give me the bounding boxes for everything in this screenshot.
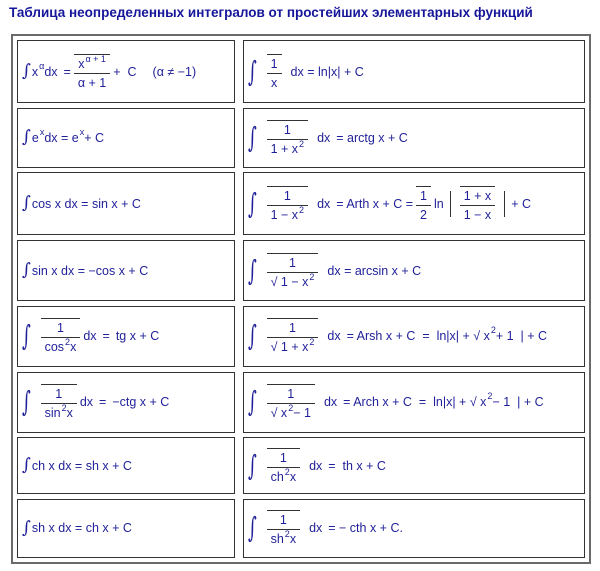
- fraction: [41, 318, 81, 354]
- integral-sign: ∫: [248, 448, 257, 482]
- formula-cth: [243, 499, 585, 558]
- fraction: [267, 384, 315, 420]
- inner-fraction: [460, 186, 495, 222]
- formula-th: [243, 437, 585, 494]
- numerator: $x^{\alpha + 1}$: [78, 53, 106, 71]
- integral-sign: ∫: [248, 120, 257, 154]
- fraction: [267, 54, 282, 90]
- result-prefix: = Arch x + C = ln|x| + √ x: [343, 395, 487, 410]
- integral-sign: ∫: [248, 186, 257, 220]
- integral-sign: ∫: [248, 253, 257, 287]
- numerator: 1: [279, 513, 287, 528]
- formula-arch: [243, 372, 585, 433]
- integral-sign: ∫: [248, 54, 257, 88]
- result: = th x + C: [328, 458, 386, 473]
- numerator: 1 + x: [463, 188, 492, 203]
- denominator: √ $1 + x^2$: [270, 337, 315, 355]
- integral-sign: ∫: [248, 511, 257, 545]
- denominator: $\sin^2x$: [44, 403, 73, 421]
- differential: dx: [309, 521, 323, 536]
- left-column: [17, 40, 235, 558]
- numerator: 1: [420, 188, 427, 203]
- integral-sign: ∫: [22, 193, 31, 214]
- numerator: 1: [283, 188, 291, 203]
- integral-sign: ∫: [22, 127, 31, 148]
- differential: dx: [309, 458, 323, 473]
- formula-ch: [17, 437, 235, 494]
- formula-cos2: [17, 306, 235, 367]
- differential: dx: [79, 395, 94, 410]
- denominator: α + 1: [77, 75, 107, 90]
- differential: dx: [317, 196, 331, 211]
- constant: + C: [511, 196, 531, 211]
- exponent: α: [39, 60, 45, 71]
- numerator: 1: [55, 387, 63, 402]
- result-prefix: = Arsh x + C = ln|x| + √ x: [346, 329, 490, 344]
- formula-sin: [17, 240, 235, 301]
- result: −ctg x + C: [112, 395, 170, 410]
- differential: dx: [44, 64, 58, 79]
- formula-arth: [243, 172, 585, 235]
- formula-arcsin: [243, 240, 585, 301]
- differential: dx: [323, 395, 338, 410]
- equals: =: [102, 329, 110, 344]
- base: e: [31, 130, 39, 145]
- denominator: $ch^2x$: [270, 466, 297, 484]
- exponent: x: [79, 126, 85, 137]
- denominator: $sh^2x$: [270, 529, 297, 547]
- differential: dx: [327, 329, 341, 344]
- integral-sign: ∫: [248, 385, 257, 419]
- numerator: 1: [56, 321, 64, 336]
- integral-sign: ∫: [22, 385, 31, 419]
- integral-sign: ∫: [248, 319, 257, 353]
- denominator: 1 − x: [463, 207, 492, 222]
- formula-power: [17, 40, 235, 103]
- equals: =: [99, 395, 107, 410]
- denominator: x: [270, 75, 278, 90]
- page-title: Таблица неопределенных интегралов от простейших элементарных функций: [9, 5, 533, 20]
- formula-sin2: [17, 372, 235, 433]
- denominator: $\cos^2x$: [44, 337, 77, 355]
- result: dx = arcsin x + C: [327, 263, 422, 278]
- exponent: 2: [490, 325, 496, 336]
- integral-sign: ∫: [22, 517, 31, 538]
- formula-text: sin x dx = −cos x + C: [31, 263, 149, 278]
- result: = − cth x + C.: [328, 521, 403, 536]
- integral-sign: ∫: [22, 455, 31, 476]
- formula-text: sh x dx = ch x + C: [31, 521, 132, 536]
- formula-text: ch x dx = sh x + C: [31, 458, 132, 473]
- exponent: x: [39, 126, 45, 137]
- result-prefix: = Arth x + C =: [336, 196, 414, 211]
- fraction: [41, 384, 77, 420]
- formula-arsh: [243, 306, 585, 367]
- integral-sign: ∫: [22, 319, 31, 353]
- equals: =: [63, 64, 71, 79]
- result: dx = ln|x| + C: [290, 64, 364, 79]
- numerator: 1: [289, 255, 296, 270]
- fraction: [74, 54, 110, 90]
- fraction: [267, 318, 319, 354]
- integral-table: [11, 34, 591, 564]
- numerator: 1: [279, 450, 287, 465]
- middle: dx = e: [44, 130, 79, 145]
- exponent: 2: [487, 391, 493, 402]
- formula-sh: [17, 499, 235, 558]
- differential: dx: [317, 130, 331, 145]
- denominator: 2: [420, 207, 427, 222]
- denominator: √ $1 - x^2$: [270, 271, 315, 289]
- formula-text: cos x dx = sin x + C: [31, 196, 141, 211]
- denominator: $1 - x^2$: [270, 204, 305, 222]
- constant: + C: [113, 64, 137, 79]
- result: tg x + C: [115, 329, 160, 344]
- integral-sign: ∫: [22, 260, 31, 281]
- denominator: √ $x^2- 1$: [270, 403, 311, 421]
- fraction: [267, 186, 308, 222]
- fraction: [267, 510, 300, 546]
- fraction: [267, 448, 300, 484]
- ln: ln: [434, 196, 444, 211]
- result-suffix: + 1 | + C: [495, 329, 548, 344]
- numerator: 1: [287, 387, 295, 402]
- fraction: [267, 120, 308, 156]
- formula-cos: [17, 172, 235, 235]
- formula-arctg: [243, 108, 585, 168]
- numerator: 1: [289, 321, 296, 336]
- result-suffix: − 1 | + C: [492, 395, 544, 410]
- numerator: 1: [283, 122, 291, 137]
- half-fraction: [416, 186, 431, 222]
- result: = arctg x + C: [336, 130, 408, 145]
- var: x: [31, 64, 39, 79]
- right-column: [243, 40, 585, 558]
- differential: dx: [83, 329, 97, 344]
- condition: (α ≠ −1): [152, 64, 197, 79]
- denominator: $1 + x^2$: [270, 138, 305, 156]
- constant: + C: [84, 130, 105, 145]
- formula-reciprocal: [243, 40, 585, 103]
- fraction: [267, 253, 319, 289]
- integral-sign: ∫: [22, 61, 31, 81]
- numerator: 1: [270, 56, 278, 71]
- formula-exp: [17, 108, 235, 168]
